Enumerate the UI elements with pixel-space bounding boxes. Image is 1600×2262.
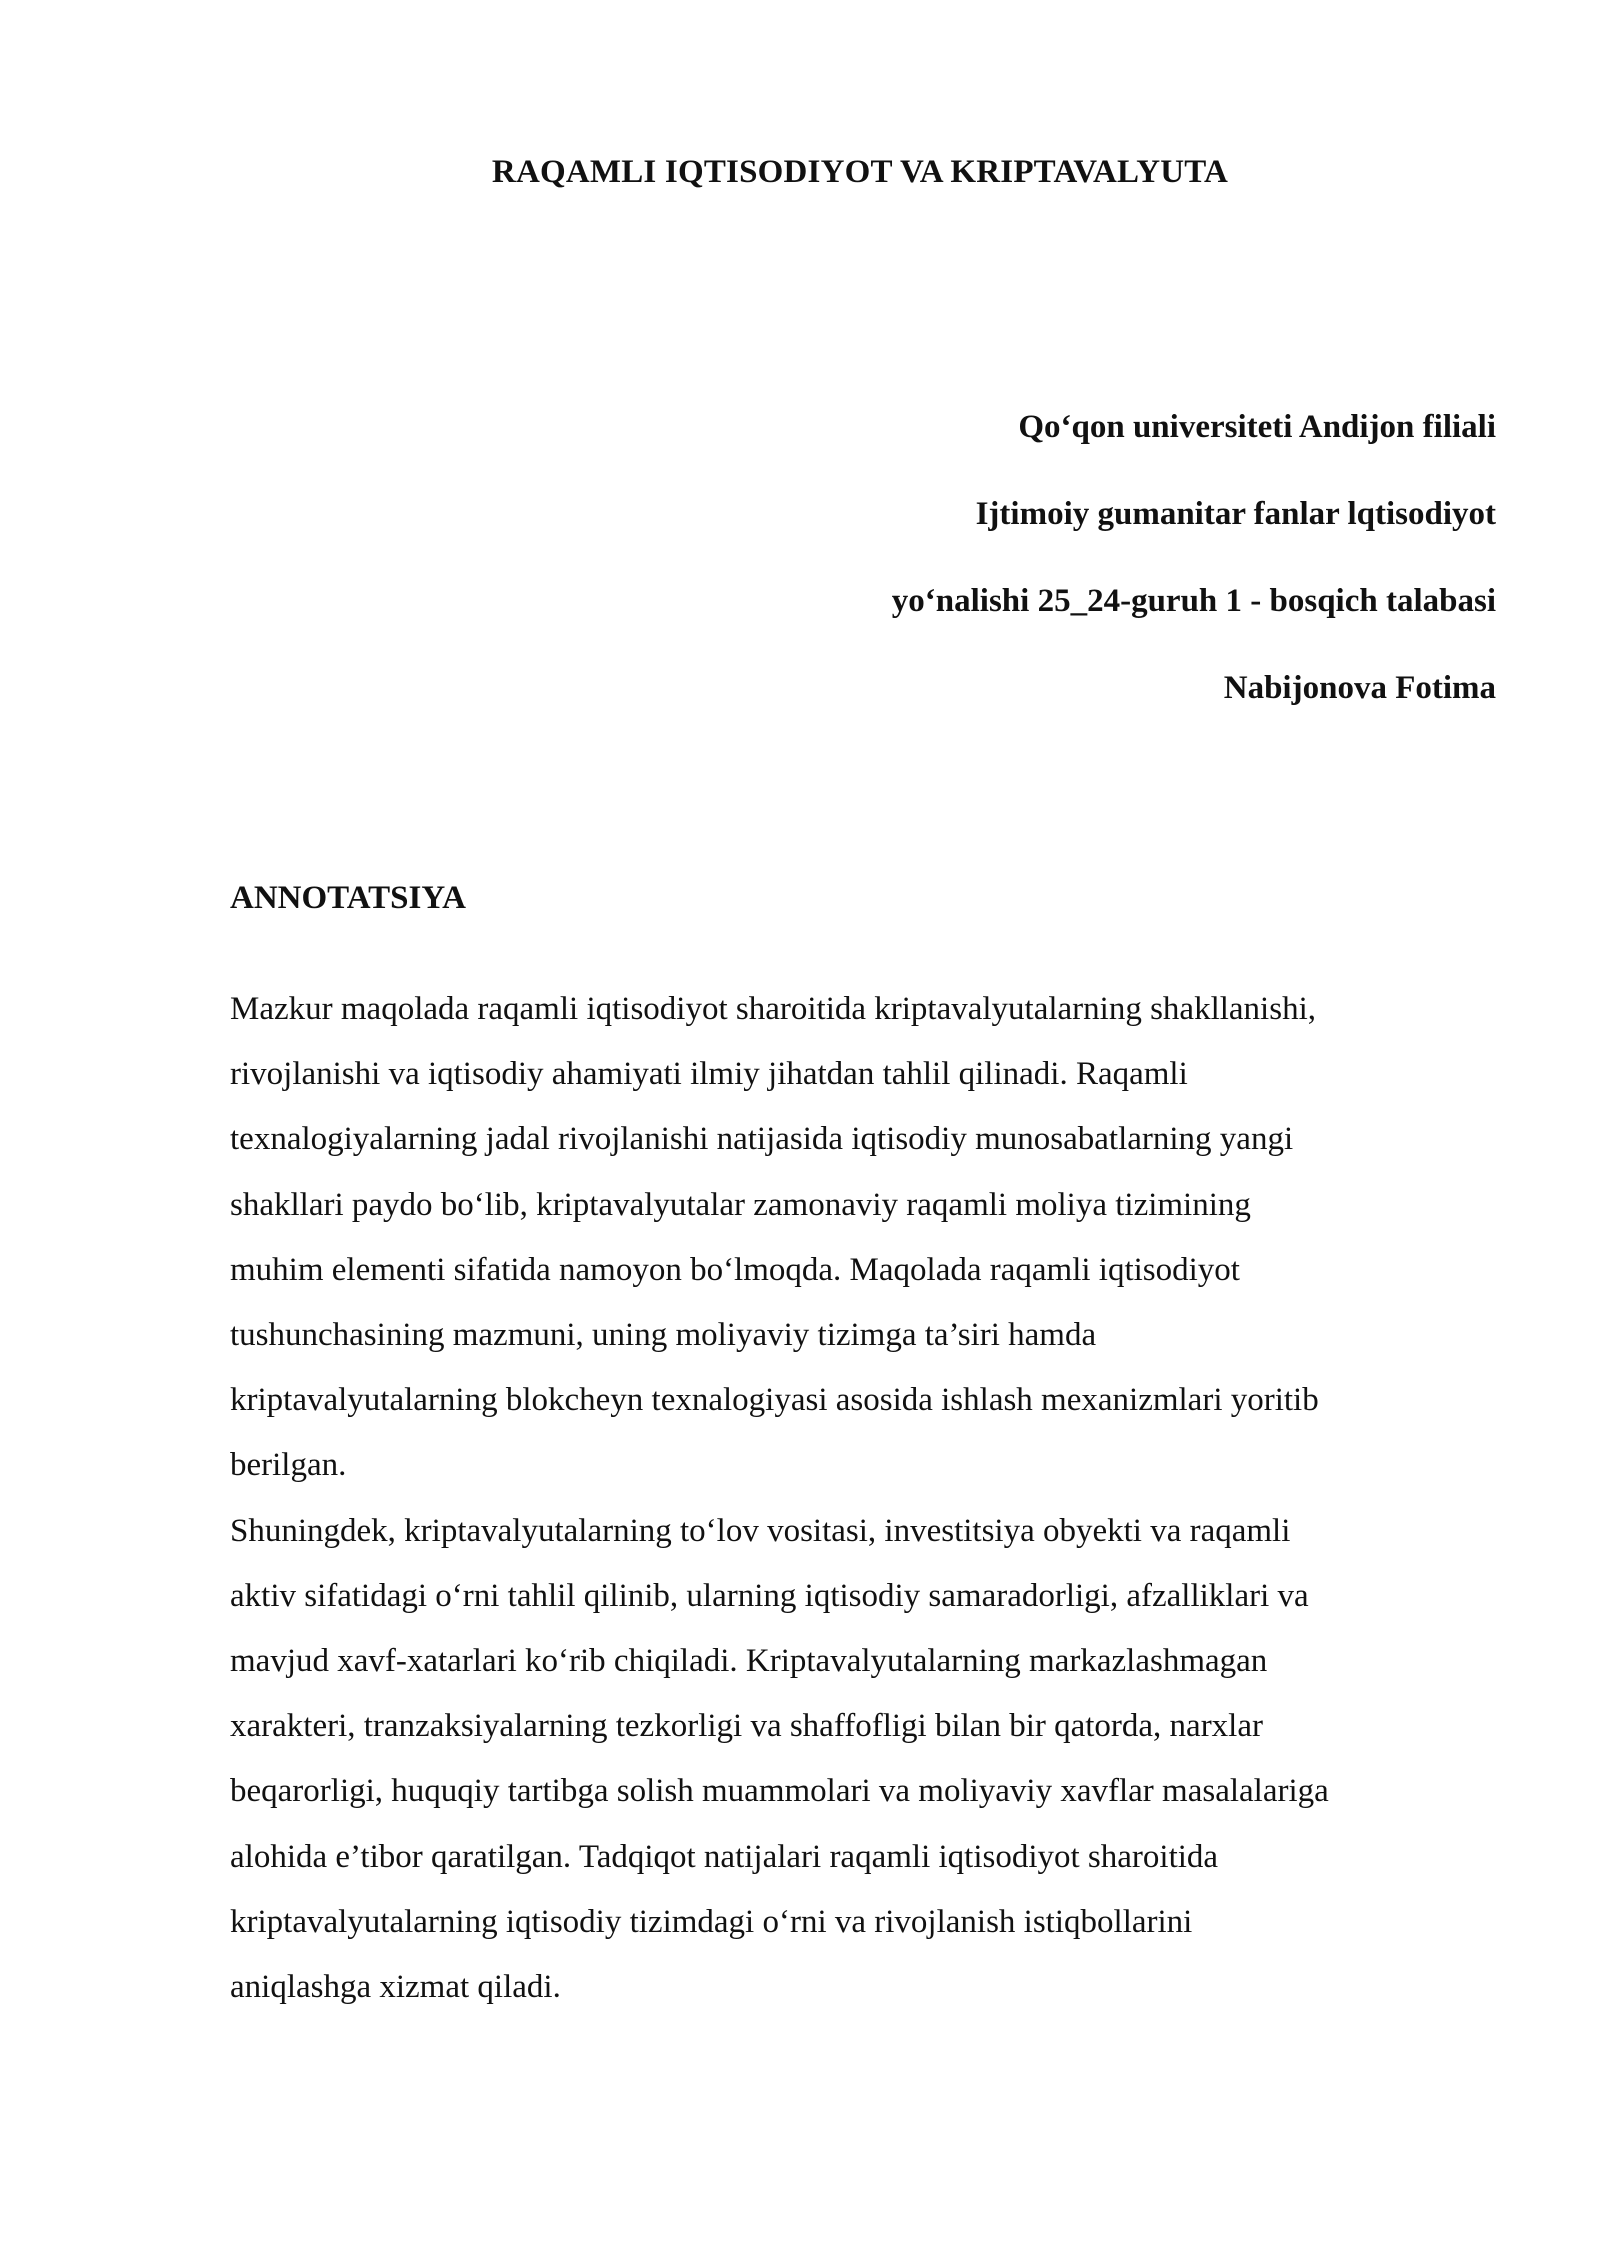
abstract-line: tushunchasining mazmuni, uning moliyaviy tizimga ta’siri hamda <box>230 1317 1097 1354</box>
abstract-line: berilgan. <box>230 1447 347 1484</box>
abstract-line: xarakteri, tranzaksiyalarning tezkorligi va shaffofligi bilan bir qatorda, narxlar <box>230 1708 1263 1745</box>
document-title: RAQAMLI IQTISODIYOT VA KRIPTAVALYUTA <box>491 154 1229 190</box>
abstract-line: beqarorligi, huquqiy tartibga solish muammolari va moliyaviy xavflar masalalariga <box>230 1773 1329 1810</box>
annotation-body <box>230 977 1500 2020</box>
abstract-line: Shuningdek, kriptavalyutalarning to‘lov vositasi, investitsiya obyekti va raqamli <box>230 1512 1291 1549</box>
abstract-line: aniqlashga xizmat qiladi. <box>230 1969 561 2006</box>
author-line-faculty: Ijtimoiy gumanitar fanlar lqtisodiyot <box>975 496 1496 532</box>
abstract-line: mavjud xavf-xatarlari ko‘rib chiqiladi. Kriptavalyutalarning markazlashmagan <box>230 1643 1268 1680</box>
author-line-university: Qo‘qon universiteti Andijon filiali <box>1018 409 1496 445</box>
abstract-line: kriptavalyutalarning iqtisodiy tizimdagi o‘rni va rivojlanish istiqbollarini <box>230 1903 1193 1940</box>
abstract-line: rivojlanishi va iqtisodiy ahamiyati ilmiy jihatdan tahlil qilinadi. Raqamli <box>230 1056 1188 1093</box>
abstract-line: shakllari paydo bo‘lib, kriptavalyutalar zamonaviy raqamli moliya tizimining <box>230 1186 1251 1223</box>
annotation-heading: ANNOTATSIYA <box>230 880 466 916</box>
abstract-line: texnalogiyalarning jadal rivojlanishi natijasida iqtisodiy munosabatlarning yangi <box>230 1121 1294 1158</box>
author-line-group: yo‘nalishi 25_24-guruh 1 - bosqich talabasi <box>891 583 1496 619</box>
abstract-line: aktiv sifatidagi o‘rni tahlil qilinib, ularning iqtisodiy samaradorligi, afzalliklari va <box>230 1577 1309 1614</box>
abstract-line: Mazkur maqolada raqamli iqtisodiyot sharoitida kriptavalyutalarning shakllanishi, <box>230 991 1316 1027</box>
abstract-line: muhim elementi sifatida namoyon bo‘lmoqda. Maqolada raqamli iqtisodiyot <box>230 1251 1240 1288</box>
author-info <box>596 384 1496 732</box>
abstract-line: kriptavalyutalarning blokcheyn texnalogiyasi asosida ishlash mexanizmlari yoritib <box>230 1382 1319 1419</box>
author-line-name: Nabijonova Fotima <box>1223 670 1496 706</box>
abstract-line: alohida e’tibor qaratilgan. Tadqiqot natijalari raqamli iqtisodiyot sharoitida <box>230 1838 1219 1875</box>
